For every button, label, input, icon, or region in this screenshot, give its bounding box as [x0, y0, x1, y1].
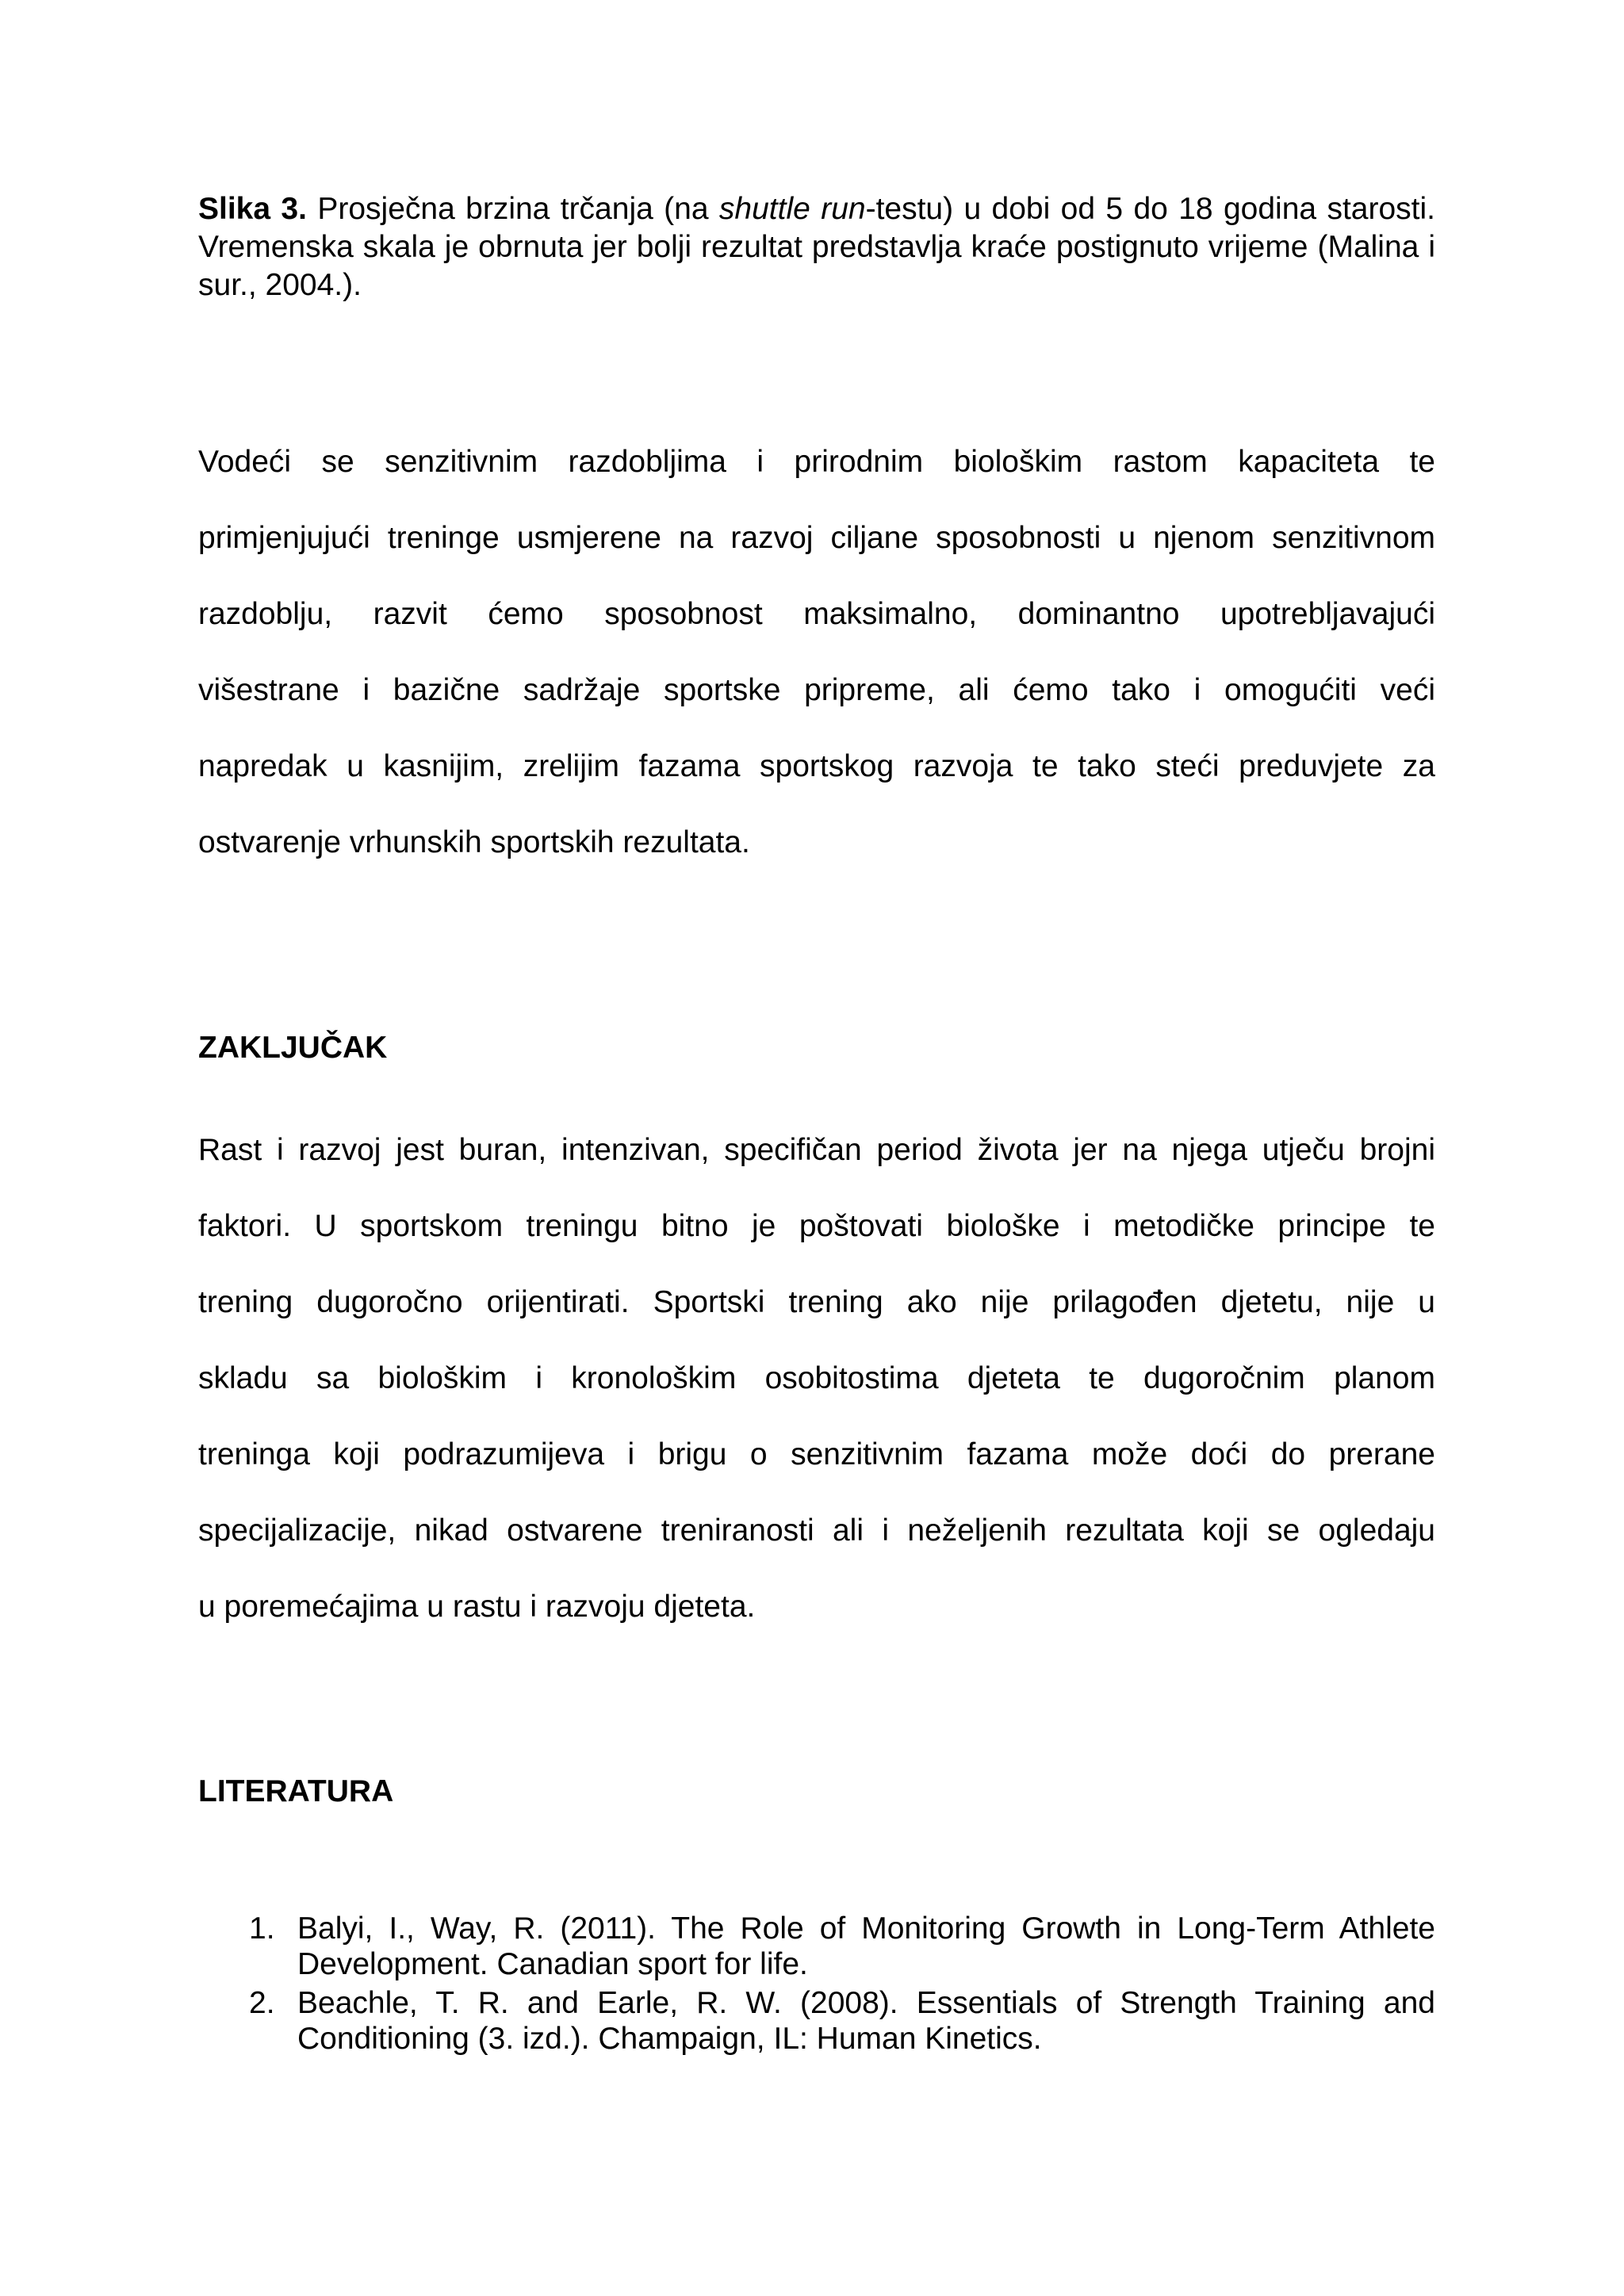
- caption-text-part-1: Prosječna brzina trčanja (na: [306, 192, 719, 226]
- paragraph-line: razdoblju, razvit ćemo sposobnost maksimalno, dominantno upotrebljavajući: [198, 597, 1435, 631]
- reference-text: Beachle, T. R. and Earle, R. W. (2008). Essentials of Strength Training and Conditioning (3. izd.). Champaign, IL: Human Kinetics.: [297, 1986, 1435, 2056]
- paragraph-line: u poremećajima u rastu i razvoju djeteta.: [198, 1590, 756, 1624]
- paragraph-line: specijalizacije, nikad ostvarene treniranosti ali i neželjenih rezultata koji se ogledaju: [198, 1513, 1435, 1548]
- section-heading-conclusion: ZAKLJUČAK: [198, 1031, 388, 1065]
- section-heading-literature: LITERATURA: [198, 1774, 394, 1808]
- reference-item: [198, 1911, 1435, 1982]
- paragraph-line: višestrane i bazične sadržaje sportske pripreme, ali ćemo tako i omogućiti veći: [198, 673, 1435, 707]
- caption-text-part-2: -testu) u dobi od 5 do 18 godina starosti. Vremenska skala je obrnuta jer bolji rezultat predstavlja kraće postignuto vrijeme (Malina i sur., 2004.).: [198, 192, 1436, 302]
- paragraph-line: Rast i razvoj jest buran, intenzivan, specifičan period života jer na njega utječu brojni: [198, 1133, 1435, 1167]
- conclusion-paragraph: [198, 1112, 1435, 1645]
- reference-text: Balyi, I., Way, R. (2011). The Role of Monitoring Growth in Long-Term Athlete Development. Canadian sport for life.: [297, 1911, 1435, 1981]
- reference-item: [198, 1985, 1435, 2057]
- paragraph-line: napredak u kasnijim, zrelijim fazama sportskog razvoja te tako steći preduvjete za: [198, 749, 1435, 783]
- paragraph-line: treninga koji podrazumijeva i brigu o senzitivnim fazama može doći do prerane: [198, 1437, 1435, 1471]
- reference-number: 1.: [249, 1911, 275, 1946]
- reference-number: 2.: [249, 1986, 275, 2020]
- body-paragraph-1: [198, 424, 1435, 881]
- paragraph-line: skladu sa biološkim i kronološkim osobitostima djeteta te dugoročnim planom: [198, 1361, 1435, 1395]
- paragraph-line: faktori. U sportskom treningu bitno je poštovati biološke i metodičke principe te: [198, 1209, 1435, 1243]
- caption-italic-term: shuttle run: [718, 192, 866, 226]
- figure-caption: [198, 190, 1435, 304]
- paragraph-line: Vodeći se senzitivnim razdobljima i prirodnim biološkim rastom kapaciteta te: [198, 445, 1435, 479]
- paragraph-line: primjenjujući treninge usmjerene na razvoj ciljane sposobnosti u njenom senzitivnom: [198, 521, 1435, 555]
- paragraph-line: trening dugoročno orijentirati. Sportski trening ako nije prilagođen djetetu, nije u: [198, 1285, 1435, 1319]
- reference-list: [198, 1911, 1435, 2060]
- paragraph-line: ostvarenje vrhunskih sportskih rezultata.: [198, 825, 750, 859]
- figure-label: Slika 3.: [198, 192, 307, 226]
